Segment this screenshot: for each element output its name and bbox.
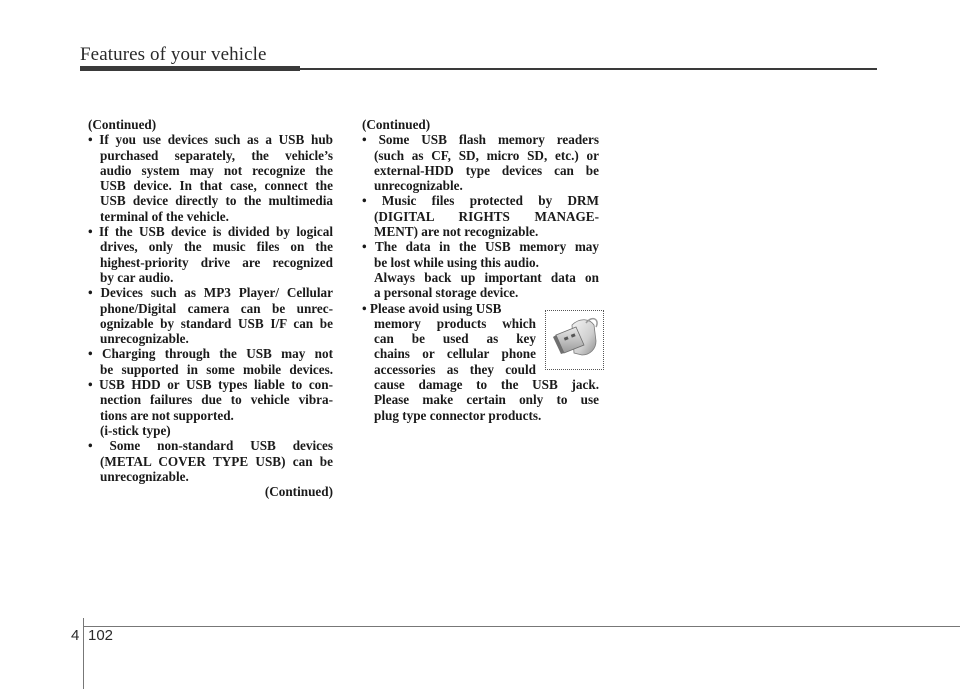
text-line: accessories as they could [374,361,536,377]
text-line: (METAL COVER TYPE USB) can be [100,453,333,469]
text-line: unrecognizable. [374,178,463,194]
text-line: highest-priority drive are recognized [100,254,333,270]
text-line: a personal storage device. [374,285,519,301]
text-line: external-HDD type devices can be [374,162,599,178]
text-line: Please make certain only to use [374,392,599,408]
text-line: audio system may not recognize the [100,162,333,178]
text-line: Always back up important data on [374,269,599,285]
left-column [88,117,333,499]
bullet-line: • The data in the USB memory may [362,239,599,255]
bullet-line: • Some USB flash memory readers [362,132,599,148]
text-line: MENT) are not recognizable. [374,224,539,240]
right-column [362,117,599,423]
header-rule-thick [80,66,300,71]
bullet-line: • Charging through the USB may not [88,346,333,362]
footer-divider-vertical [83,618,84,689]
bullet-line: • If you use devices such as a USB hub [88,132,333,148]
text-line: be supported in some mobile devices. [100,361,333,377]
continued-label: (Continued) [362,117,431,132]
text-line: ognizable by standard USB I/F can be [100,315,333,331]
bullet-line: • Some non-standard USB devices [88,438,333,454]
text-line: terminal of the vehicle. [100,208,229,224]
usb-illustration [545,310,604,370]
text-line: (i-stick type) [100,422,171,438]
text-line: cause damage to the USB jack. [374,377,599,393]
text-line: (such as CF, SD, micro SD, etc.) or [374,147,599,163]
text-line: can be used as key [374,331,536,347]
text-line: (DIGITAL RIGHTS MANAGE- [374,208,599,224]
text-line: unrecognizable. [100,468,189,484]
text-line: memory products which [374,315,536,331]
footer-divider-horizontal [83,626,960,627]
text-line: drives, only the music files on the [100,239,333,255]
section-title: Features of your vehicle [80,44,267,65]
text-line: phone/Digital camera can be unrec- [100,300,333,316]
bullet-line: • USB HDD or USB types liable to con- [88,377,333,393]
text-line: be lost while using this audio. [374,254,539,270]
chapter-number: 4 [71,627,80,644]
usb-flash-drive-icon [546,311,603,369]
bullet-line: • Music files protected by DRM [362,193,599,209]
continued-label: (Continued) [264,484,333,500]
text-line: USB device. In that case, connect the [100,178,333,194]
text-line: unrecognizable. [100,331,189,347]
continued-label: (Continued) [88,117,157,132]
header-rule-thin [300,68,877,70]
bullet-line: • Devices such as MP3 Player/ Cellular [88,285,333,301]
text-line: USB device directly to the multimedia [100,193,333,209]
text-line: plug type connector products. [374,407,542,423]
text-line: nection failures due to vehicle vibra- [100,392,333,408]
text-line: purchased separately, the vehicle’s [100,147,333,163]
text-line: chains or cellular phone [374,346,536,362]
bullet-line: • Please avoid using USB [362,300,502,316]
page-number: 102 [88,627,114,644]
bullet-line: • If the USB device is divided by logical [88,224,333,240]
text-line: by car audio. [100,269,174,285]
text-line: tions are not supported. [100,407,234,423]
